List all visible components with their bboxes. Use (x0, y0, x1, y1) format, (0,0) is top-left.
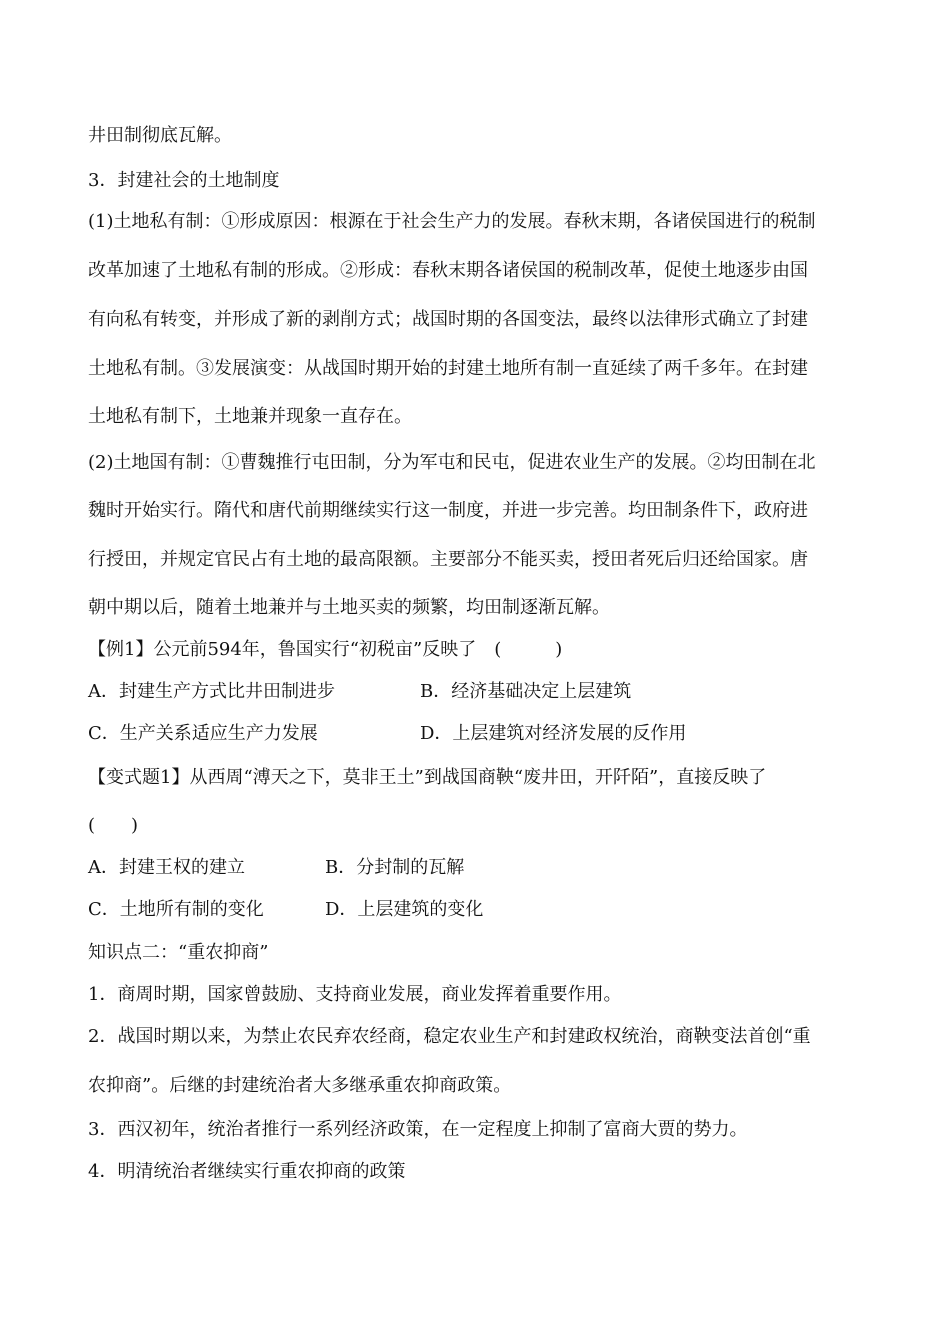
example-option-c: C．生产关系适应生产力发展 (88, 723, 318, 744)
section-heading: 3．封建社会的土地制度 (88, 170, 280, 191)
text-line: 土地私有制下，土地兼并现象一直存在。 (88, 406, 412, 427)
text-line: 土地私有制。③发展演变：从战国时期开始的封建土地所有制一直延续了两千多年。在封建 (88, 358, 808, 379)
example-option-a: A．封建生产方式比井田制进步 (88, 681, 335, 702)
text-line: 改革加速了土地私有制的形成。②形成：春秋末期各诸侯国的税制改革，促使土地逐步由国 (88, 260, 808, 281)
text-line: (1)土地私有制：①形成原因：根源在于社会生产力的发展。春秋末期，各诸侯国进行的税制 (88, 211, 816, 232)
text-line: 2．战国时期以来，为禁止农民弃农经商，稳定农业生产和封建政权统治，商鞅变法首创“重 (88, 1026, 811, 1047)
text-line: 朝中期以后，随着土地兼并与土地买卖的频繁，均田制逐渐瓦解。 (88, 597, 610, 618)
variant-option-c: C．土地所有制的变化 (88, 899, 264, 920)
text-line: 行授田，并规定官民占有土地的最高限额。主要部分不能买卖，授田者死后归还给国家。唐 (88, 549, 808, 570)
text-line: 3．西汉初年，统治者推行一系列经济政策，在一定程度上抑制了富商大贾的势力。 (88, 1119, 748, 1140)
example-option-b: B．经济基础决定上层建筑 (420, 681, 632, 702)
variant-option-b: B．分封制的瓦解 (325, 857, 465, 878)
example-question: 【例1】公元前594年，鲁国实行“初税亩”反映了 ( ) (88, 639, 563, 660)
example-option-d: D．上层建筑对经济发展的反作用 (420, 723, 687, 744)
text-line: 1．商周时期，国家曾鼓励、支持商业发展，商业发挥着重要作用。 (88, 984, 622, 1005)
variant-option-a: A．封建王权的建立 (88, 857, 245, 878)
variant-option-d: D．上层建筑的变化 (325, 899, 484, 920)
text-line: 井田制彻底瓦解。 (88, 125, 232, 146)
variant-answer-blank: ( ) (88, 815, 139, 836)
text-line: 魏时开始实行。隋代和唐代前期继续实行这一制度，并进一步完善。均田制条件下，政府进 (88, 500, 808, 521)
text-line: 有向私有转变，并形成了新的剥削方式；战国时期的各国变法，最终以法律形式确立了封建 (88, 309, 808, 330)
text-line: 4．明清统治者继续实行重农抑商的政策 (88, 1161, 406, 1182)
knowledge-point-title: 知识点二：“重农抑商” (88, 942, 269, 963)
text-line: 农抑商”。后继的封建统治者大多继承重农抑商政策。 (88, 1075, 512, 1096)
variant-question: 【变式题1】从西周“溥天之下，莫非王土”到战国商鞅“废井田，开阡陌”，直接反映了 (88, 767, 767, 788)
text-line: (2)土地国有制：①曹魏推行屯田制，分为军屯和民屯，促进农业生产的发展。②均田制在北 (88, 452, 816, 473)
